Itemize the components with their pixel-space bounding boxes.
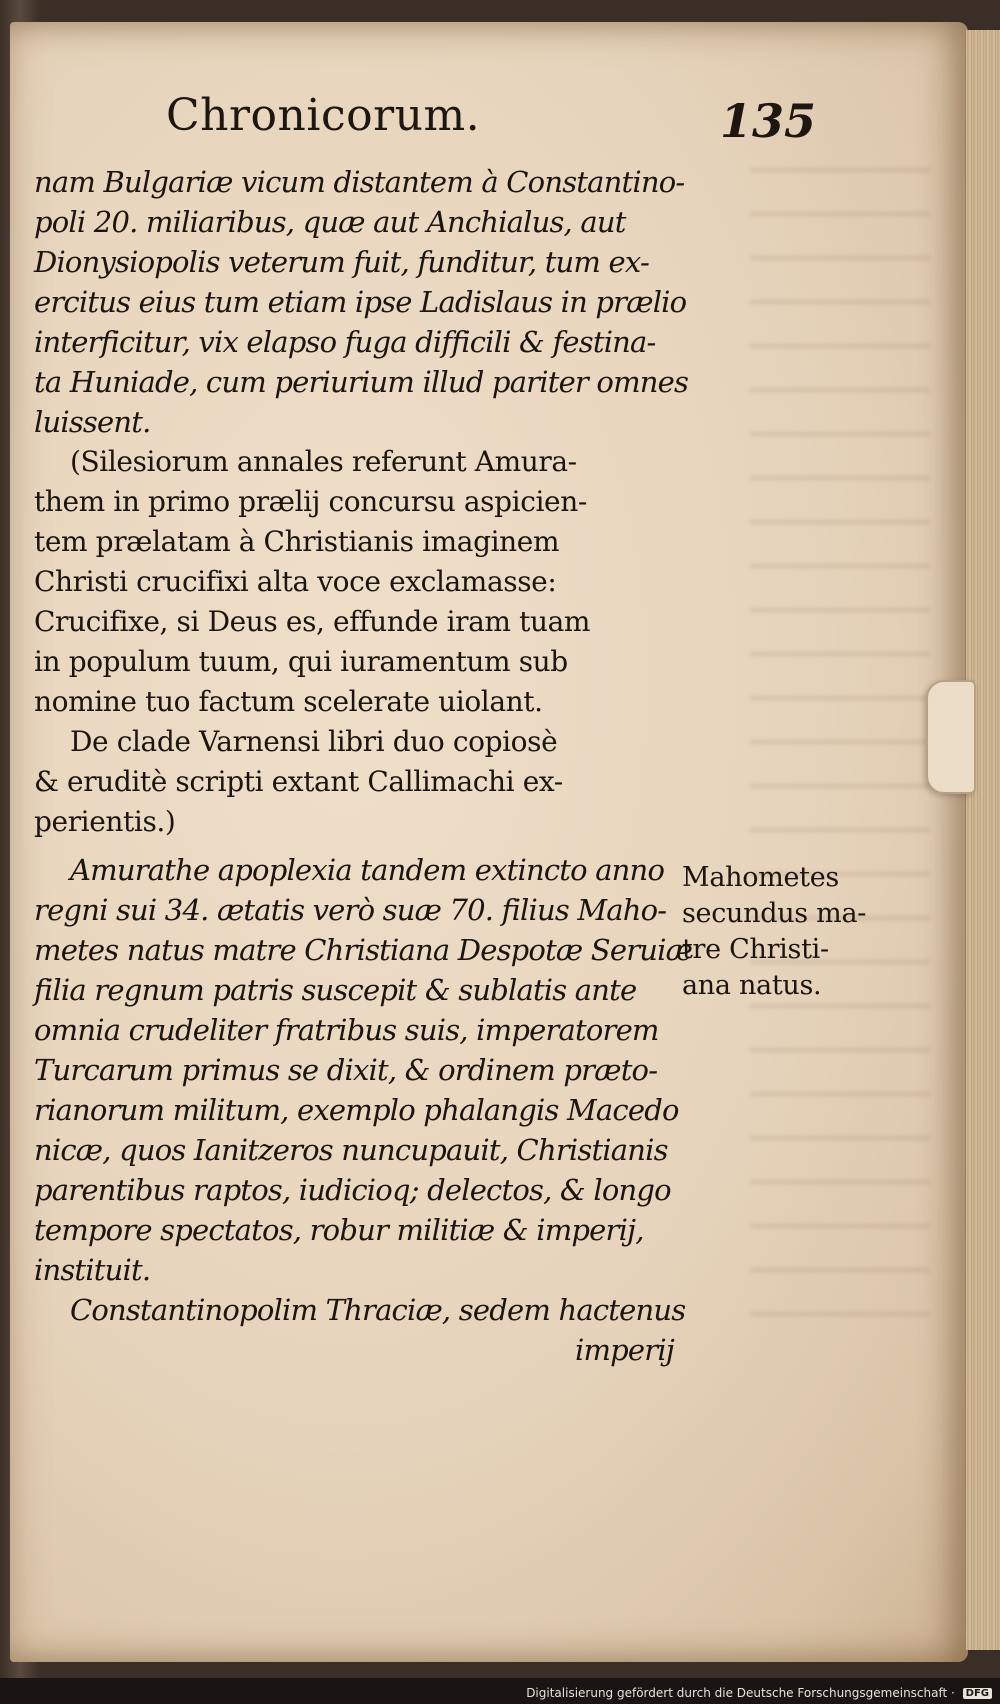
text-line: in populum tuum, qui iuramentum sub [34,645,568,678]
paragraph-gap [34,842,684,850]
text-line: nam Bulgariæ vicum distantem à Constantino- [34,165,685,199]
marginal-line: ana natus. [682,970,822,1001]
text-line: Crucifixe, si Deus es, effunde iram tuam [34,605,591,638]
text-line: filia regnum patris suscepit & sublatis ante [34,973,637,1007]
text-line: (Silesiorum annales referunt Amura- [70,445,577,478]
text-line: metes natus matre Christiana Despotæ Seruiæ [34,933,693,967]
marginal-line: Mahometes [682,862,839,893]
text-line: nicæ, quos Ianitzeros nuncupauit, Christianis [34,1133,668,1167]
text-line: Constantinopolim Thraciæ, sedem hactenus [70,1293,686,1327]
main-text [34,162,693,1370]
funding-credit [526,1686,992,1700]
text-line: tempore spectatos, robur militiæ & imperij, [34,1213,644,1247]
text-line: regni sui 34. ætatis verò suæ 70. filius Maho- [34,893,667,927]
book-page [10,22,968,1662]
marginal-line: tre Christi- [682,934,829,965]
text-line: perientis.) [34,805,176,838]
bleed-through-shadow [750,142,930,1342]
marginal-note [682,860,922,1004]
page-number: 135 [720,94,817,148]
text-line: tem prælatam à Christianis imaginem [34,525,560,558]
running-title: Chronicorum. [166,90,481,141]
text-line: Amurathe apoplexia tandem extincto anno [70,853,665,887]
text-line: rianorum militum, exemplo phalangis Macedo [34,1093,679,1127]
text-line: poli 20. miliaribus, quæ aut Anchialus, aut [34,205,626,239]
footer-bar [0,1678,1000,1704]
text-line: De clade Varnensi libri duo copiosè [70,725,558,758]
text-line: Christi crucifixi alta voce exclamasse: [34,565,557,598]
text-line: nomine tuo factum scelerate uiolant. [34,685,543,718]
catchword: imperij [574,1333,674,1367]
text-line: Dionysiopolis veterum fuit, funditur, tum ex- [34,245,649,279]
text-line: parentibus raptos, iudicioq; delectos, & longo [34,1173,671,1207]
page-tab [926,680,976,794]
page-fore-edge [965,30,1000,1650]
credit-text: Digitalisierung gefördert durch die Deutsche Forschungsgemeinschaft · [526,1686,955,1700]
text-line: Turcarum primus se dixit, & ordinem præto- [34,1053,658,1087]
text-line: ercitus eius tum etiam ipse Ladislaus in prælio [34,285,687,319]
text-line: omnia crudeliter fratribus suis, imperatorem [34,1013,659,1047]
text-line: instituit. [34,1253,151,1287]
marginal-line: secundus ma- [682,898,867,929]
text-line: & eruditè scripti extant Callimachi ex- [34,765,563,798]
page-header [160,90,820,170]
dfg-logo-icon: DFG [963,1688,992,1699]
text-line: interficitur, vix elapso fuga difficili & festina- [34,325,656,359]
text-line: ta Huniade, cum periurium illud pariter omnes [34,365,689,399]
text-line: them in primo prælij concursu aspicien- [34,485,587,518]
text-line: luissent. [34,405,151,439]
